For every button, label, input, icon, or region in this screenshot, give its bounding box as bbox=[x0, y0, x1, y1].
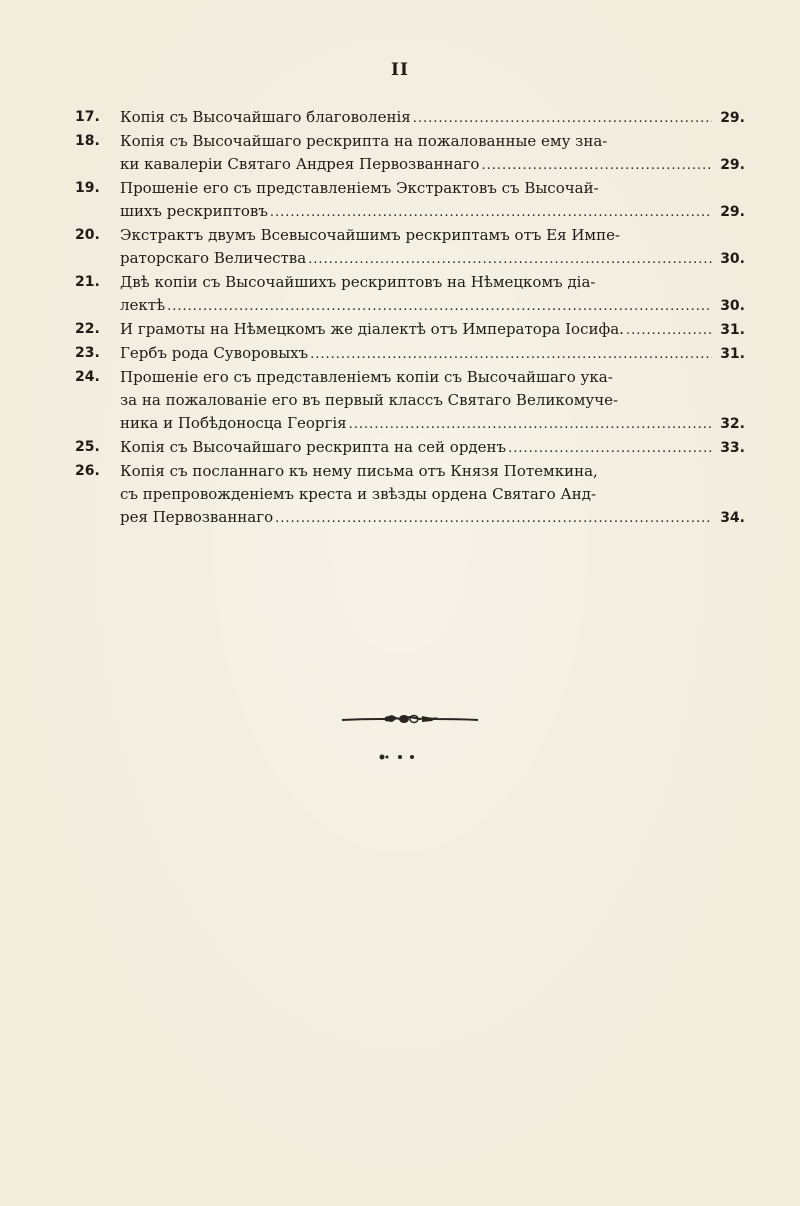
entry-title-text: за на пожалованіе его въ первый классъ Святаго Великомуче- bbox=[120, 391, 619, 409]
entry-line bbox=[120, 412, 745, 436]
toc-entry bbox=[75, 271, 745, 318]
entry-title-text: Двѣ копіи съ Высочайшихъ рескриптовъ на Нѣмецкомъ діа- bbox=[120, 273, 596, 291]
entry-page-number: 34. bbox=[720, 510, 745, 526]
entry-line bbox=[120, 153, 745, 177]
entry-title-text: Экстрактъ двумъ Всевысочайшимъ рескриптамъ отъ Ея Импе- bbox=[120, 226, 621, 244]
entry-line bbox=[120, 389, 745, 412]
entry-line bbox=[120, 130, 745, 153]
entry-title-text: Прошеніе его съ представленіемъ Экстрактовъ съ Высочай- bbox=[120, 179, 599, 197]
entry-title-text: рея Первозваннаго bbox=[120, 508, 274, 526]
entry-title-text: шихъ рескриптовъ bbox=[120, 202, 268, 220]
ornamental-rule-icon bbox=[340, 712, 480, 726]
entry-line bbox=[120, 106, 745, 130]
entry-title-text: Прошеніе его съ представленіемъ копіи съ Высочайшаго ука- bbox=[120, 368, 613, 386]
toc-entry bbox=[75, 318, 745, 342]
ornament-dots-icon bbox=[378, 752, 428, 762]
entry-page-number: 29. bbox=[720, 157, 745, 173]
toc-entry bbox=[75, 436, 745, 460]
entry-line bbox=[120, 342, 745, 366]
entry-line bbox=[120, 460, 745, 483]
entry-page-number: 31. bbox=[720, 346, 745, 362]
toc-entry bbox=[75, 460, 745, 530]
entry-title-text: Копія съ Высочайшаго рескрипта на сей орденъ bbox=[120, 438, 507, 456]
toc-entry bbox=[75, 177, 745, 224]
entry-title-text: Гербъ рода Суворовыхъ bbox=[120, 344, 309, 362]
entry-title-text: ки кавалеріи Святаго Андрея Первозваннаго bbox=[120, 155, 480, 173]
entry-page-number: 30. bbox=[720, 251, 745, 267]
entry-title-text: Копія съ Высочайшаго благоволенія bbox=[120, 108, 411, 126]
table-of-contents bbox=[75, 106, 745, 530]
dot-leader bbox=[270, 201, 712, 224]
entry-title-text: И грамоты на Нѣмецкомъ же діалектѣ отъ Императора Іосифа. bbox=[120, 320, 624, 338]
entry-title-text: раторскаго Величества bbox=[120, 249, 307, 267]
dot-leader bbox=[413, 107, 712, 130]
entry-title-text: ника и Побѣдоносца Георгія bbox=[120, 414, 347, 432]
entry-page-number: 33. bbox=[720, 440, 745, 456]
entry-number: 22. bbox=[75, 321, 100, 337]
entry-line bbox=[120, 200, 745, 224]
dot-leader bbox=[167, 295, 712, 318]
entry-number: 19. bbox=[75, 180, 100, 196]
entry-number: 18. bbox=[75, 133, 100, 149]
entry-page-number: 30. bbox=[720, 298, 745, 314]
entry-title-text: Копія съ посланнаго къ нему письма отъ Князя Потемкина, bbox=[120, 462, 598, 480]
entry-page-number: 31. bbox=[720, 322, 745, 338]
entry-line bbox=[120, 224, 745, 247]
dot-leader bbox=[310, 343, 712, 366]
entry-page-number: 32. bbox=[720, 416, 745, 432]
entry-line bbox=[120, 271, 745, 294]
entry-line bbox=[120, 318, 745, 342]
page-number: II bbox=[391, 60, 409, 80]
dot-leader bbox=[349, 413, 712, 436]
entry-title-text: съ препровожденіемъ креста и звѣзды ордена Святаго Анд- bbox=[120, 485, 597, 503]
dot-leader bbox=[308, 248, 712, 271]
entry-number: 26. bbox=[75, 463, 100, 479]
entry-line bbox=[120, 436, 745, 460]
toc-entry bbox=[75, 224, 745, 271]
dot-leader bbox=[275, 507, 712, 530]
dot-leader bbox=[508, 437, 712, 460]
entry-number: 21. bbox=[75, 274, 100, 290]
entry-line bbox=[120, 294, 745, 318]
toc-entry bbox=[75, 130, 745, 177]
entry-number: 20. bbox=[75, 227, 100, 243]
entry-number: 23. bbox=[75, 345, 100, 361]
dot-leader bbox=[481, 154, 712, 177]
entry-line bbox=[120, 366, 745, 389]
entry-number: 24. bbox=[75, 369, 100, 385]
toc-entry bbox=[75, 106, 745, 130]
entry-line bbox=[120, 506, 745, 530]
entry-number: 25. bbox=[75, 439, 100, 455]
entry-line bbox=[120, 247, 745, 271]
entry-page-number: 29. bbox=[720, 204, 745, 220]
entry-line bbox=[120, 177, 745, 200]
toc-entry bbox=[75, 342, 745, 366]
dot-leader bbox=[626, 319, 712, 342]
entry-number: 17. bbox=[75, 109, 100, 125]
entry-page-number: 29. bbox=[720, 110, 745, 126]
entry-title-text: лектѣ bbox=[120, 296, 166, 314]
toc-entry bbox=[75, 366, 745, 436]
entry-line bbox=[120, 483, 745, 506]
entry-title-text: Копія съ Высочайшаго рескрипта на пожалованные ему зна- bbox=[120, 132, 608, 150]
